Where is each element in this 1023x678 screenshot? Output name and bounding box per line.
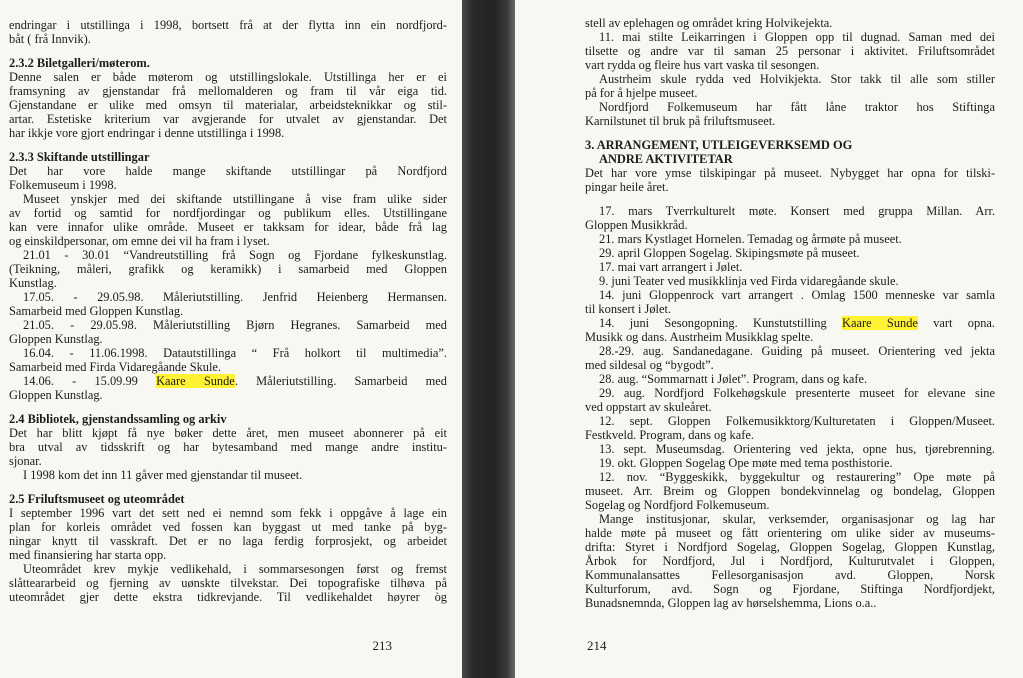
block-gap [9, 482, 447, 492]
text-line: og einskildpersonar, om emne dei vil ha fram i lyset. [9, 234, 270, 248]
right-page [515, 0, 1023, 678]
text-line: har ikkje vore gjort endringar i denne utstillinga i 1998. [9, 126, 285, 140]
text-line: 29. aug. Nordfjord Folkehøgskule presenterte museet for elevane sine [599, 386, 995, 400]
text-line: Årbok for Nordfjord, Jul i Nordfjord, Kulturutvalet i Gloppen, [585, 554, 995, 568]
highlighted-name: Kaare Sunde [842, 316, 918, 330]
text-line: 11. mai stilte Leikarringen i Gloppen opp til dugnad. Saman med dei [599, 30, 995, 44]
book-spine [462, 0, 515, 678]
text-line: Samarbeid med Firda Vidaregåande Skule. [9, 360, 222, 374]
text-line: sjonar. [9, 454, 42, 468]
section-heading: 2.4 Bibliotek, gjenstandssamling og arkiv [9, 412, 227, 426]
text-line: Folkemuseum i 1998. [9, 178, 117, 192]
page-number: 214 [587, 638, 607, 653]
text-line: 17.05. - 29.05.98. Måleriutstilling. Jenfrid Heienberg Hermansen. [23, 290, 447, 304]
text-line: Uteområdet krev mykje vedlikehald, i sommarsesongen først og fremst [23, 562, 447, 576]
text-line: 17. mai vart arrangert i Jølet. [599, 260, 743, 274]
text-line: 28.-29. aug. Sandanedagane. Guiding på museet. Orientering ved jekta [599, 344, 995, 358]
text-line: Gjenstandane er ulike med omsyn til materialar, arbeidsteknikkar og stil- [9, 98, 447, 112]
section-heading: 2.5 Friluftsmuseet og uteområdet [9, 492, 185, 506]
text-line: ved oppstart av skuleåret. [585, 400, 712, 414]
left-text [9, 18, 447, 604]
text-line: 14. juni Gloppenrock vart arrangert . Omlag 1500 menneske var samla [599, 288, 995, 302]
text-line: med finansiering har starta opp. [9, 548, 167, 562]
text-line: halde møte på museet og fått orientering om ulike sider av museums- [585, 526, 995, 540]
block-gap [9, 140, 447, 150]
text-line: 12. sept. Gloppen Folkemusikktorg/Kulturetaten i Gloppen/Museet. [599, 414, 995, 428]
text-line: 16.04. - 11.06.1998. Datautstillinga “ Frå holkort til multimedia”. [23, 346, 447, 360]
text-line: Musikk og dans. Austrheim Musikklag spelte. [585, 330, 814, 344]
text-line: til konsert i Jølet. [585, 302, 672, 316]
text-line: I september 1996 vart det sett ned ei nemnd som fekk i oppgåve å lage ein [9, 506, 447, 520]
text-line: I 1998 kom det inn 11 gåver med gjenstandar til museet. [23, 468, 303, 482]
text-line: 13. sept. Museumsdag. Orientering ved jekta, opne hus, tjørebrenning. [599, 442, 995, 456]
text-line: Sogelag og Nordfjord Folkemuseum. [585, 498, 770, 512]
text-line: av fortid og samtid for nordfjordingar og publikum elles. Utstillingane [9, 206, 447, 220]
text-line: Festkveld. Program, dans og kafe. [585, 428, 754, 442]
text-line: Kulturforum, avd. Sogn og Fjordane, Stiftinga Nordfjordjekt, [585, 582, 995, 596]
text-line: 9. juni Teater ved musikklinja ved Firda vidaregåande skule. [599, 274, 899, 288]
text-line: 28. aug. “Sommarnatt i Jølet”. Program, dans og kafe. [599, 372, 868, 386]
text-line: Kommunalansattes Fellesorganisasjon avd. Gloppen, Norsk [585, 568, 995, 582]
text-line: pingar heile året. [585, 180, 669, 194]
text-line: Kunstlag. [9, 276, 57, 290]
block-gap [585, 194, 995, 204]
text-line: Gloppen Kunstlag. [9, 388, 103, 402]
right-text [585, 16, 995, 610]
text-line: Bunadsnemnda, Gloppen lag av hørselshemma, Lions o.a.. [585, 596, 877, 610]
block-gap [9, 402, 447, 412]
text-line: Nordfjord Folkemuseum har fått låne traktor hos Stiftinga [599, 100, 995, 114]
text-line: 21.01 - 30.01 “Vandreutstilling frå Sogn og Fjordane fylkeskunstlag. [23, 248, 447, 262]
section-heading: 2.3.2 Biletgalleri/møterom. [9, 56, 150, 70]
text-line: Det har vore halde mange skiftande utstillingar på Nordfjord [9, 164, 447, 178]
text-line: 21.05. - 29.05.98. Måleriutstilling Bjørn Hegranes. Samarbeid med [23, 318, 447, 332]
text-line: ningar knytt til vasskraft. Det er no laga ferdig forprosjekt, og arbeidet [9, 534, 447, 548]
left-page [0, 0, 462, 678]
text-line: 12. nov. “Byggeskikk, byggekultur og restaurering” Ope møte på [599, 470, 995, 484]
text-line: tilsette og andre var til saman 25 personar i aktivitet. Friluftsområdet [585, 44, 995, 58]
text-line: uteområdet gjer dette ekstra tidkrevjande. Til vedlikehaldet høyrer òg [9, 590, 447, 604]
text-line: med sildesal og “bygodt”. [585, 358, 714, 372]
text-line: Denne salen er både møterom og utstillingslokale. Utstillinga her er ei [9, 70, 447, 84]
text-line: endringar i utstillinga i 1998, bortsett frå at der flytta inn ein nordfjord- [9, 18, 447, 32]
text-line: stell av eplehagen og området kring Holvikejekta. [585, 16, 833, 30]
text-line [585, 316, 995, 330]
page-number: 213 [372, 638, 392, 653]
text-line: båt ( frå Innvik). [9, 32, 91, 46]
text-line: på for å hjelpe museet. [585, 86, 698, 100]
text-line: artar. Estetiske kriterium var avgjerande for utvalet av gjenstandar. Det [9, 112, 447, 126]
text-line: Karnilstunet til bruk på friluftsmuseet. [585, 114, 776, 128]
text-line: 19. okt. Gloppen Sogelag Ope møte med tema posthistorie. [599, 456, 893, 470]
text-line: bra utval av tidsskrift og har bytesamband med mange andre institu- [9, 440, 447, 454]
block-gap [9, 46, 447, 56]
text-line: Samarbeid med Gloppen Kunstlag. [9, 304, 184, 318]
text-line: framsyning av gjenstandar frå mellomalderen og fram til vår eiga tid. [9, 84, 447, 98]
text-segment: . Måleriutstilling. Samarbeid med [234, 374, 447, 388]
text-segment: vart opna. [917, 316, 995, 330]
text-line: 29. april Gloppen Sogelag. Skipingsmøte på museet. [599, 246, 860, 260]
text-line [9, 374, 447, 388]
text-line: Det har vore ymse tilskipingar på museet. Nybygget har opna for tilski- [585, 166, 995, 180]
text-line: Gloppen Musikkråd. [585, 218, 688, 232]
highlighted-name: Kaare Sunde [156, 374, 235, 388]
text-line: Mange institusjonar, skular, verksemder, organisasjonar og lag har [599, 512, 995, 526]
text-line: slåtteararbeid og fjerning av uønskte tilvekstar. Dei topografiske tilhøva på [9, 576, 447, 590]
text-line: kan vere innafor ulike område. Museet er takksam for idear, både frå lag [9, 220, 447, 234]
section-heading: ANDRE AKTIVITETAR [599, 152, 733, 166]
text-line: Museet ynskjer med dei skiftande utstillingane å vise fram ulike sider [23, 192, 447, 206]
text-line: plan for korleis området ved fossen kan byggast ut med tanke på byg- [9, 520, 447, 534]
section-heading: 3. ARRANGEMENT, UTLEIGEVERKSEMD OG [585, 138, 853, 152]
text-line: 17. mars Tverrkulturelt møte. Konsert med gruppa Millan. Arr. [599, 204, 995, 218]
section-heading: 2.3.3 Skiftande utstillingar [9, 150, 150, 164]
text-line: vart rydda og fleire hus vart vaska til sesongen. [585, 58, 820, 72]
text-line: Austrheim skule rydda ved Holvikjekta. Stor takk til alle som stiller [599, 72, 995, 86]
block-gap [585, 128, 995, 138]
text-line: drifta: Styret i Nordfjord Sogelag, Gloppen Sogelag, Gloppen Kunstlag, [585, 540, 995, 554]
text-line: (Teikning, måleri, grafikk og keramikk) i samarbeid med Gloppen [9, 262, 447, 276]
text-line: Gloppen Kunstlag. [9, 332, 103, 346]
text-line: museet. Arr. Breim og Gloppen bondekvinnelag og bondelag, Gloppen [585, 484, 995, 498]
text-segment: 14. juni Sesongopning. Kunstutstilling [599, 316, 843, 330]
text-line: Det har blitt kjøpt få nye bøker dette året, men museet abonnerer på eit [9, 426, 447, 440]
text-segment: 14.06. - 15.09.99 [23, 374, 157, 388]
text-line: 21. mars Kystlaget Hornelen. Temadag og årmøte på museet. [599, 232, 902, 246]
